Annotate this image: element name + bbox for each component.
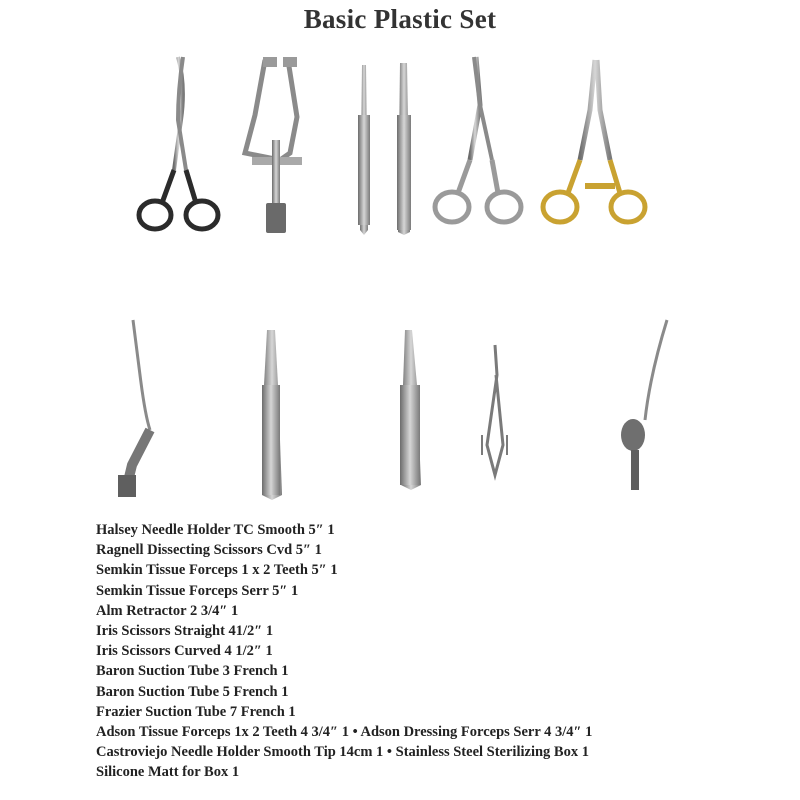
list-item: Semkin Tissue Forceps Serr 5″ 1 bbox=[96, 582, 299, 599]
list-item: Adson Tissue Forceps 1x 2 Teeth 4 3/4″ 1 • Adson Dressing Forceps Serr 4 3/4″ 1 bbox=[96, 724, 593, 741]
alm-retractor-icon bbox=[245, 57, 302, 233]
adson-tissue-forceps-icon bbox=[262, 330, 282, 500]
list-item: Baron Suction Tube 3 French 1 bbox=[96, 663, 289, 680]
page-title: Basic Plastic Set bbox=[303, 4, 497, 34]
list-item: Ragnell Dissecting Scissors Cvd 5″ 1 bbox=[96, 542, 322, 559]
frazier-suction-tube-icon bbox=[621, 320, 667, 490]
list-item: Alm Retractor 2 3/4″ 1 bbox=[96, 602, 239, 619]
baron-suction-tube-icon bbox=[118, 320, 150, 497]
dressing-forceps-icon bbox=[397, 63, 411, 235]
list-item: Semkin Tissue Forceps 1 x 2 Teeth 5″ 1 bbox=[96, 562, 338, 579]
list-item: Iris Scissors Straight 41/2″ 1 bbox=[96, 623, 274, 640]
adson-dressing-forceps-icon bbox=[400, 330, 421, 490]
curved-iris-scissors-icon bbox=[139, 57, 218, 229]
dissecting-scissors-icon bbox=[435, 57, 521, 222]
list-item: Halsey Needle Holder TC Smooth 5″ 1 bbox=[96, 522, 335, 538]
list-item: Frazier Suction Tube 7 French 1 bbox=[96, 703, 296, 720]
castroviejo-needle-holder-icon bbox=[482, 345, 507, 475]
tc-needle-holder-icon bbox=[543, 60, 645, 222]
instrument-list bbox=[96, 520, 786, 783]
list-item: Baron Suction Tube 5 French 1 bbox=[96, 683, 289, 700]
instrument-gallery bbox=[0, 45, 800, 515]
list-item: Iris Scissors Curved 4 1/2″ 1 bbox=[96, 643, 273, 660]
list-item: Silicone Matt for Box 1 bbox=[96, 764, 240, 781]
tissue-forceps-icon bbox=[358, 65, 370, 235]
list-item: Castroviejo Needle Holder Smooth Tip 14cm 1 • Stainless Steel Sterilizing Box 1 bbox=[96, 744, 589, 761]
